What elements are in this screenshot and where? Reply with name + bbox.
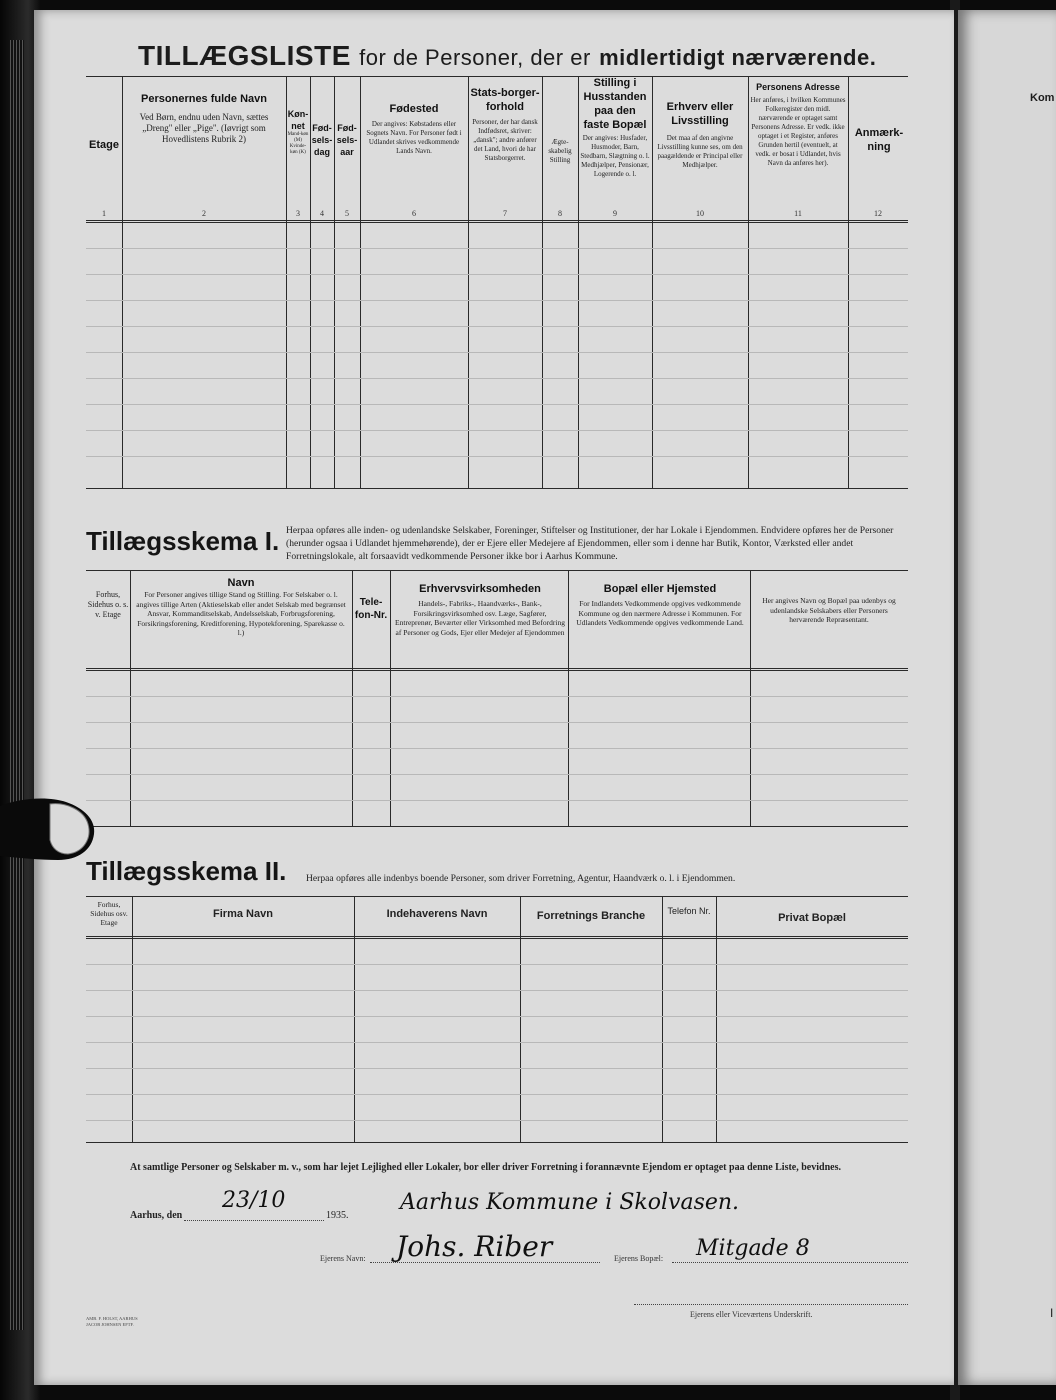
col-number: 8 xyxy=(558,209,562,218)
col-birthplace-header: Fødested Der angives: Købstadens eller Sognets Navn. For Personer født i Udlandet skrives vedkommende Lands Navn. xyxy=(366,103,462,155)
s2-col-firm-header: Firma Navn xyxy=(213,908,273,920)
s2-col-etage-header: Forhus, Sidehus osv. Etage xyxy=(90,900,128,927)
facing-page-fragment-top: Kom xyxy=(1030,92,1055,104)
list-title-bold: midlertidigt nærværende. xyxy=(599,45,877,70)
s1-col-representative-header: Her angives Navn og Bopæl paa udenbys og udenlandske Selskabers eller Personers herværende Repræsentant. xyxy=(762,596,896,624)
col-number: 9 xyxy=(613,209,617,218)
col-number: 6 xyxy=(412,209,416,218)
col-remark-header: Anmærk-ning xyxy=(854,127,904,153)
col-number: 5 xyxy=(345,209,349,218)
list-title-caps: TILLÆGSLISTE xyxy=(138,40,351,71)
date-handwritten: 23/10 xyxy=(222,1188,286,1213)
s2-col-branch-header: Forretnings Branche xyxy=(536,910,646,922)
col-marital-header: Ægte-skabelig Stilling xyxy=(548,138,572,164)
col-number: 1 xyxy=(102,209,106,218)
col-sex-header: Køn-net Mand-køn (M) Kvinde-køn (K) xyxy=(287,109,309,155)
page-edges xyxy=(10,40,24,1330)
city-label: Aarhus, den xyxy=(130,1210,183,1221)
s2-col-private-header: Privat Bopæl xyxy=(778,912,846,924)
col-number: 3 xyxy=(296,209,300,218)
thumb-image xyxy=(0,796,100,868)
skema1-title: Tillægsskema I. xyxy=(86,526,280,556)
s1-col-name-header: Navn For Personer angives tillige Stand og Stilling. For Selskaber o. l. angives tillige Arten (Aktieselskab eller andet Selskab med begrænset Ansvar, Kommanditselskab, Andelsselskab, Forbrugsforening, Forsikringsforening, Kreditforening, Hypotekforening, Sparekasse o. l.) xyxy=(136,577,346,637)
s1-col-residence-header: Bopæl eller Hjemsted For Indlandets Vedkommende opgives vedkommende Kommune og den nærmere Adresse i Kommunen. For Udlandets Vedkommende opgives vedkommende Land. xyxy=(576,583,744,627)
col-number: 10 xyxy=(696,209,704,218)
owner-address-label: Ejerens Bopæl: xyxy=(614,1254,664,1263)
owner-address-line xyxy=(672,1262,908,1263)
s1-col-business-header: Erhvervsvirksomheden Handels-, Fabriks-, Haandværks-, Bank-, Forsikringsvirksomhed osv. Læge, Sagfører, Entreprenør, Beværter eller Virksomhed med Befordring af Personer og Gods, Ejer eller Medejer af Ejendommen xyxy=(395,583,565,637)
signature-label: Ejerens eller Viceværtens Underskrift. xyxy=(690,1310,813,1319)
col-household-header: Stilling i Husstanden paa den faste Bopæl Der angives: Husfader, Husmoder, Barn, Stedbarn, Slægtning o. l. Medhjælper, Pensionær, Logerende o. l. xyxy=(580,77,650,178)
date-line xyxy=(184,1220,324,1221)
owner-name-label: Ejerens Navn: xyxy=(320,1254,366,1263)
col-number: 4 xyxy=(320,209,324,218)
owner-name-handwritten: Johs. Riber xyxy=(396,1230,553,1263)
form-page xyxy=(34,10,954,1385)
col-birthyear-header: Fød-sels-aar xyxy=(336,123,358,157)
col-citizenship-header: Stats-borger-forhold Personer, der har dansk Indfødsret, skriver: „dansk"; andre anfører det Land, hvori de har Statsborgerret. xyxy=(470,87,540,162)
certification-text: At samtlige Personer og Selskaber m. v., som har lejet Lejlighed eller Lokaler, bor eller driver Forretning i forannævnte Ejendom er optaget paa denne Liste, bevidnes. xyxy=(130,1162,841,1173)
skema1-description: Herpaa opføres alle inden- og udenlandske Selskaber, Foreninger, Stiftelser og Institutioner, der har Lokale i Ejendommen. Endvidere opføres her de Personer (herunder ogsaa i Udlandet hjemmehørende), der er Ejere eller Medejere af Ejendommen, eller som i denne har Butik, Kontor, Værksted eller andet Forretningslokale, alt forsaavidt vedkommende Personer ikke bor i Aarhus Kommune. xyxy=(286,525,894,562)
s1-col-etage-header: Forhus, Sidehus o. s. v. Etage xyxy=(87,590,129,619)
col-etage-header: Etage xyxy=(89,139,119,151)
col-number: 7 xyxy=(503,209,507,218)
col-birthday-header: Fød-sels-dag xyxy=(311,123,333,157)
s2-col-phone-header: Telefon Nr. xyxy=(667,906,711,916)
authority-handwritten: Aarhus Kommune i Skolvasen. xyxy=(400,1190,740,1215)
facing-page xyxy=(958,10,1056,1385)
s2-col-owner-header: Indehaverens Navn xyxy=(386,908,488,920)
list-title xyxy=(138,40,876,72)
col-occupation-header: Erhverv eller Livsstilling Det maa af den angivne Livsstilling kunne ses, om den paagældende er Principal eller Medhjælper. xyxy=(657,101,743,169)
col-number: 2 xyxy=(202,209,206,218)
col-name-header: Personernes fulde Navn Ved Børn, endnu uden Navn, sættes „Dreng" eller „Pige". (Iøvrigt som Hovedlistens Rubrik 2) xyxy=(139,93,269,144)
s1-col-phone-header: Tele-fon-Nr. xyxy=(354,597,388,621)
owner-address-handwritten: Mitgade 8 xyxy=(696,1236,810,1261)
printer-mark: AMB. F. HOLST, AARHUS JACOB JOHNSEN EFTF. xyxy=(86,1316,138,1327)
col-address-header: Personens Adresse Her anføres, i hvilken Kommunes Folkeregister den midl. nærværende er optaget samt Personens Adresse. Er vedk. ikke optaget i et Register, anføres Grunden hertil (eventuelt, at vedk. er bosat i Udlandet, hvis Navn da anføres her). xyxy=(750,82,846,167)
col-number: 11 xyxy=(794,209,802,218)
facing-page-fragment-bottom: I xyxy=(1050,1306,1054,1320)
skema2-description: Herpaa opføres alle indenbys boende Personer, som driver Forretning, Agentur, Haandværk o. l. i Ejendommen. xyxy=(306,873,736,884)
col-number: 12 xyxy=(874,209,882,218)
year-label: 1935. xyxy=(326,1210,349,1221)
skema2-title: Tillægsskema II. xyxy=(86,856,287,886)
list-title-mid: for de Personer, der er xyxy=(359,45,591,70)
signature-line xyxy=(634,1304,908,1305)
